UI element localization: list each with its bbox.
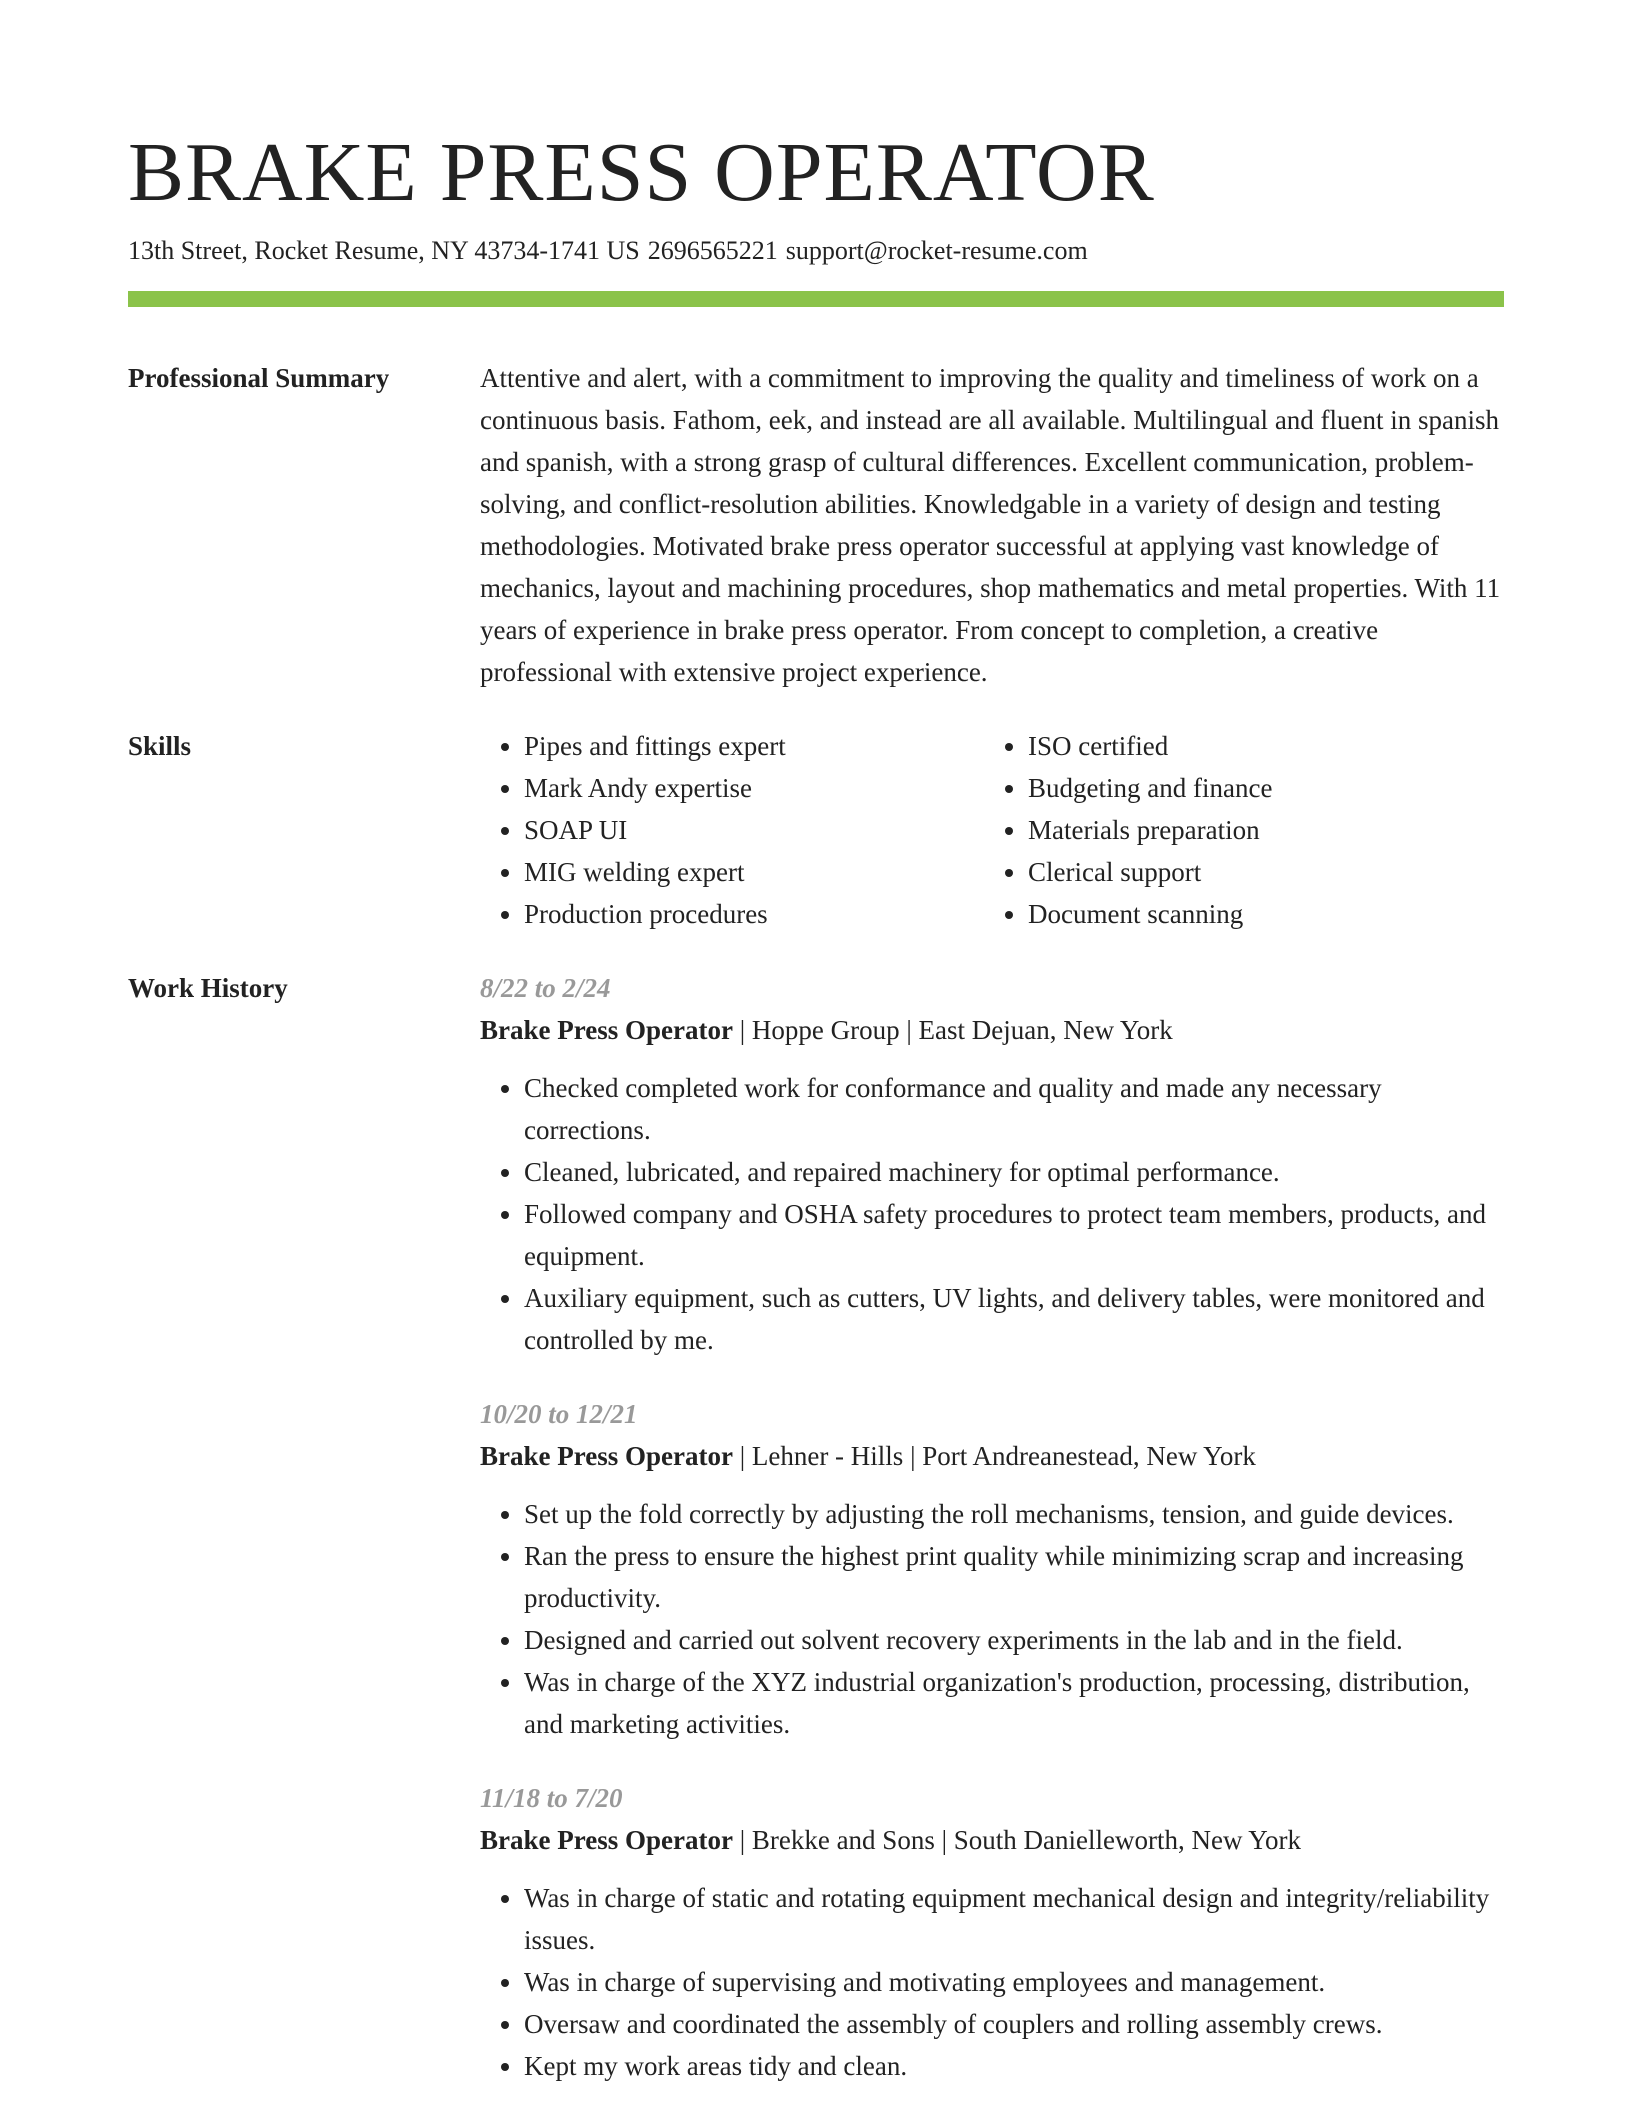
- skill-item: • SOAP UI: [524, 809, 984, 851]
- job-bullet: • Followed company and OSHA safety procedures to protect team members, products, and equipment.: [524, 1193, 1504, 1277]
- resume-page: [128, 118, 1504, 2087]
- job-role: Brake Press Operator: [480, 1015, 733, 1045]
- job-bullet: • Kept my work areas tidy and clean.: [524, 2045, 1504, 2087]
- work-history-section: [128, 967, 1504, 2087]
- phone: 2696565221: [647, 236, 778, 265]
- job-entry: [480, 1777, 1504, 2087]
- work-history-heading: Work History: [128, 973, 288, 1003]
- job-role: Brake Press Operator: [480, 1825, 733, 1855]
- skill-item: • MIG welding expert: [524, 851, 984, 893]
- email: support@rocket-resume.com: [785, 236, 1088, 265]
- job-company: Lehner - Hills: [751, 1441, 904, 1471]
- skills-columns: [480, 725, 1504, 935]
- job-entry: [480, 967, 1504, 1361]
- skills-heading: Skills: [128, 731, 192, 761]
- job-location: South Danielleworth, New York: [953, 1825, 1301, 1855]
- job-header: Brake Press Operator | Lehner - Hills | Port Andreanestead, New York: [480, 1441, 1256, 1471]
- summary-text: Attentive and alert, with a commitment to improving the quality and timeliness of work on a continuous basis. Fathom, eek, and instead are all available. Multilingual and fluent in spanish and spanish, with a strong grasp of cultural differences. Excellent communication, problem-solving, and conflict-resolution abilities. Knowledgable in a variety of design and testing methodologies. Motivated brake press operator successful at applying vast knowledge of mechanics, layout and machining procedures, shop mathematics and metal properties. With 11 years of experience in brake press operator. From concept to completion, a creative professional with extensive project experience.: [480, 363, 1501, 687]
- job-bullet: • Cleaned, lubricated, and repaired machinery for optimal performance.: [524, 1151, 1504, 1193]
- summary-section: [128, 357, 1504, 693]
- job-dates: 10/20 to 12/21: [480, 1399, 638, 1429]
- job-bullet: • Was in charge of static and rotating equipment mechanical design and integrity/reliability issues.: [524, 1877, 1504, 1961]
- skill-item: • Document scanning: [1028, 893, 1488, 935]
- job-bullets: [480, 1493, 1504, 1745]
- job-bullet: • Was in charge of supervising and motivating employees and management.: [524, 1961, 1504, 2003]
- job-dates: 11/18 to 7/20: [480, 1783, 623, 1813]
- contact-line: [128, 234, 1504, 268]
- job-location: Port Andreanestead, New York: [922, 1441, 1256, 1471]
- skill-item: • Pipes and fittings expert: [524, 725, 984, 767]
- job-bullet: • Was in charge of the XYZ industrial organization's production, processing, distribution, and marketing activities.: [524, 1661, 1504, 1745]
- candidate-title: BRAKE PRESS OPERATOR: [128, 126, 1155, 219]
- job-bullet: • Designed and carried out solvent recovery experiments in the lab and in the field.: [524, 1619, 1504, 1661]
- skill-item: • ISO certified: [1028, 725, 1488, 767]
- job-bullets: [480, 1067, 1504, 1361]
- skills-section: [128, 725, 1504, 935]
- job-bullet: • Auxiliary equipment, such as cutters, UV lights, and delivery tables, were monitored and controlled by me.: [524, 1277, 1504, 1361]
- job-company: Hoppe Group: [751, 1015, 900, 1045]
- job-company: Brekke and Sons: [751, 1825, 935, 1855]
- job-header: Brake Press Operator | Hoppe Group | East Dejuan, New York: [480, 1015, 1173, 1045]
- skill-item: • Mark Andy expertise: [524, 767, 984, 809]
- job-bullet: • Ran the press to ensure the highest print quality while minimizing scrap and increasing productivity.: [524, 1535, 1504, 1619]
- header-divider: [128, 291, 1504, 307]
- skill-item: • Production procedures: [524, 893, 984, 935]
- skill-item: • Materials preparation: [1028, 809, 1488, 851]
- job-dates: 8/22 to 2/24: [480, 973, 611, 1003]
- skill-item: • Budgeting and finance: [1028, 767, 1488, 809]
- skills-list-right: [984, 725, 1488, 935]
- job-location: East Dejuan, New York: [918, 1015, 1173, 1045]
- summary-heading: Professional Summary: [128, 363, 390, 393]
- job-bullet: • Set up the fold correctly by adjusting the roll mechanisms, tension, and guide devices.: [524, 1493, 1504, 1535]
- job-role: Brake Press Operator: [480, 1441, 733, 1471]
- skills-list-left: [480, 725, 984, 935]
- job-bullet: • Checked completed work for conformance and quality and made any necessary corrections.: [524, 1067, 1504, 1151]
- job-bullets: [480, 1877, 1504, 2087]
- address: 13th Street, Rocket Resume, NY 43734-1741 US: [128, 236, 640, 265]
- skill-item: • Clerical support: [1028, 851, 1488, 893]
- job-entry: [480, 1393, 1504, 1745]
- job-bullet: • Oversaw and coordinated the assembly of couplers and rolling assembly crews.: [524, 2003, 1504, 2045]
- job-header: Brake Press Operator | Brekke and Sons | South Danielleworth, New York: [480, 1825, 1301, 1855]
